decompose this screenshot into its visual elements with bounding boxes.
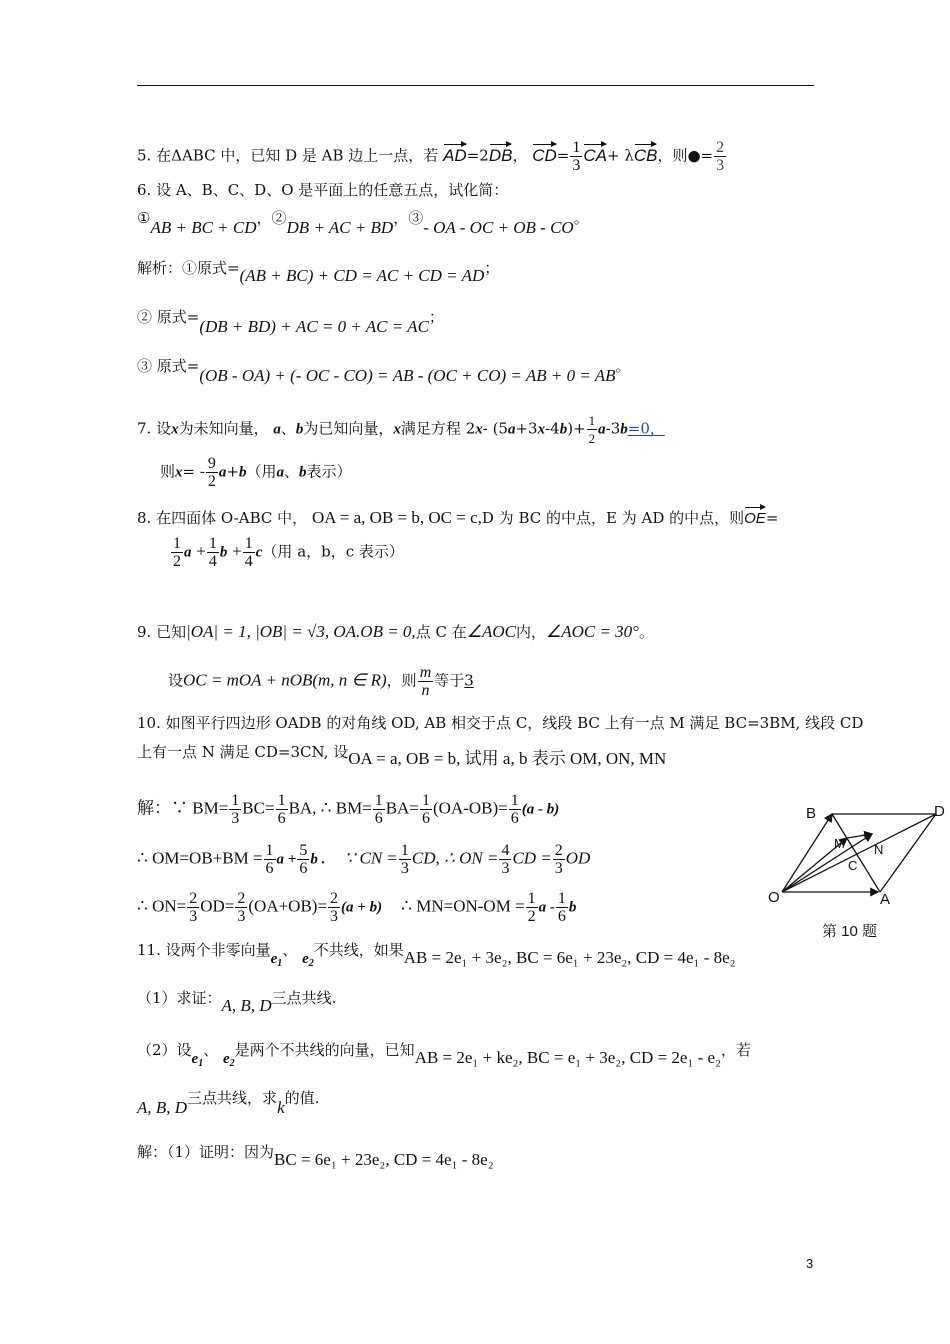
- q6-ans1: 解析：①原式=(AB + BC) + CD = AC + CD = AD；: [137, 259, 500, 285]
- fig-label-a: A: [880, 891, 891, 908]
- fig-label-c: C: [848, 858, 858, 873]
- q11-sol1: 解：（1）证明：因为BC = 6e₁ + 23e₂, CD = 4e₁ - 8e₂: [137, 1143, 494, 1169]
- q7-line1: 7. 设x为未知向量， a、b为已知向量，x满足方程 2x- (5a+3x-4b)+ $\frac{1}{2}$ a-3b=0，: [137, 413, 665, 446]
- fig-label-d: D: [934, 803, 945, 820]
- fig-label-b: B: [806, 805, 817, 822]
- q11-p2: （2）设$e_1$、 $e_2$是两个不共线的向量，已知AB = 2e₁ + ke₂, BC = e₁ + 3e₂, CD = 2e₁ - e₂，若: [137, 1041, 752, 1069]
- fig-label-o: O: [768, 889, 780, 906]
- header-rule: [137, 85, 814, 86]
- q8-line2: $\frac{1}{2}$ a + $\frac{1}{4}$ b + $\frac{1}{4}$ c（用 a，b，c 表示）: [173, 535, 404, 570]
- q10-sol3: ∴ ON= $\frac{2}{3}$ OD= $\frac{2}{3}$ (OA+OB)= $\frac{2}{3}$ (a + b) ∴ MN=ON-OM = $\frac{1}{2}$ a - $\frac{1}{6}$ b: [137, 890, 577, 925]
- q10-sol1: 解：∵ BM= $\frac{1}{3}$ BC= $\frac{1}{6}$ BA, ∴ BM= $\frac{1}{6}$ BA= $\frac{1}{6}$ (OA-OB)= $\frac{1}{6}$ (a - b): [137, 792, 560, 827]
- q6-ans3: ③ 原式=(OB - OA) + (- OC - CO) = AB - (OC + CO) = AB + 0 = AB。: [137, 357, 631, 385]
- q6-items: ①AB + BC + CD，②DB + AC + BD，③- OA - OC + OB - CO。: [137, 209, 589, 237]
- q6-ans2: ② 原式=(DB + BD) + AC = 0 + AC = AC；: [137, 308, 444, 336]
- q10-figure: [768, 800, 948, 948]
- q11-line1: 11. 设两个非零向量$e_1$、 $e_2$不共线，如果AB = 2e₁ + 3e₂, BC = 6e₁ + 23e₂, CD = 4e₁ - 8e₂: [137, 941, 736, 969]
- q9-line2: 设OC = mOA + nOB(m, n ∈ R)，则 $\frac{m}{n}$ 等于3: [168, 664, 474, 699]
- fig-label-m: M: [834, 836, 845, 851]
- q11-p3: A, B, D三点共线，求k的值.: [137, 1089, 320, 1117]
- fig-label-n: N: [874, 842, 884, 857]
- q11-p1: （1）求证：A, B, D三点共线.: [137, 989, 337, 1015]
- page-number: 3: [806, 1256, 814, 1271]
- q10-line1: 10. 如图平行四边形 OADB 的对角线 OD, AB 相交于点 C，线段 BC 上有一点 M 满足 BC=3BM, 线段 CD: [137, 714, 864, 732]
- q9-line1: 9. 已知|OA| = 1, |OB| = √3, OA.OB = 0,点 C 在∠AOC内，∠AOC = 30°。: [137, 622, 654, 641]
- q10-line2: 上有一点 N 满足 CD=3CN, 设OA = a, OB = b, 试用 a, b 表示 OM, ON, MN: [137, 743, 667, 768]
- q7-line2: 则x= - $\frac{9}{2}$ a+b（用a、b表示）: [160, 455, 352, 490]
- q5-line: 5. 在ΔABC 中，已知 D 是 AB 边上一点，若 AD=2DB， CD= $\frac{1}{3}$ CA+ λCB，则●= $\frac{2}{3}$: [137, 139, 725, 174]
- q8-line1: 8. 在四面体 O-ABC 中， OA = a, OB = b, OC = c,D 为 BC 的中点，E 为 AD 的中点，则OE=: [137, 505, 778, 529]
- fig-caption: 第 10 题: [822, 923, 878, 940]
- q10-sol2: ∴ OM=OB+BM = $\frac{1}{6}$ a + $\frac{5}{6}$ b . ∵ CN = $\frac{1}{3}$ CD, ∴ ON = $\frac{4}{3}$ CD = $\frac{2}{3}$ OD: [137, 842, 591, 877]
- q6-title: 6. 设 A、B、C、D、O 是平面上的任意五点，试化简：: [137, 181, 509, 199]
